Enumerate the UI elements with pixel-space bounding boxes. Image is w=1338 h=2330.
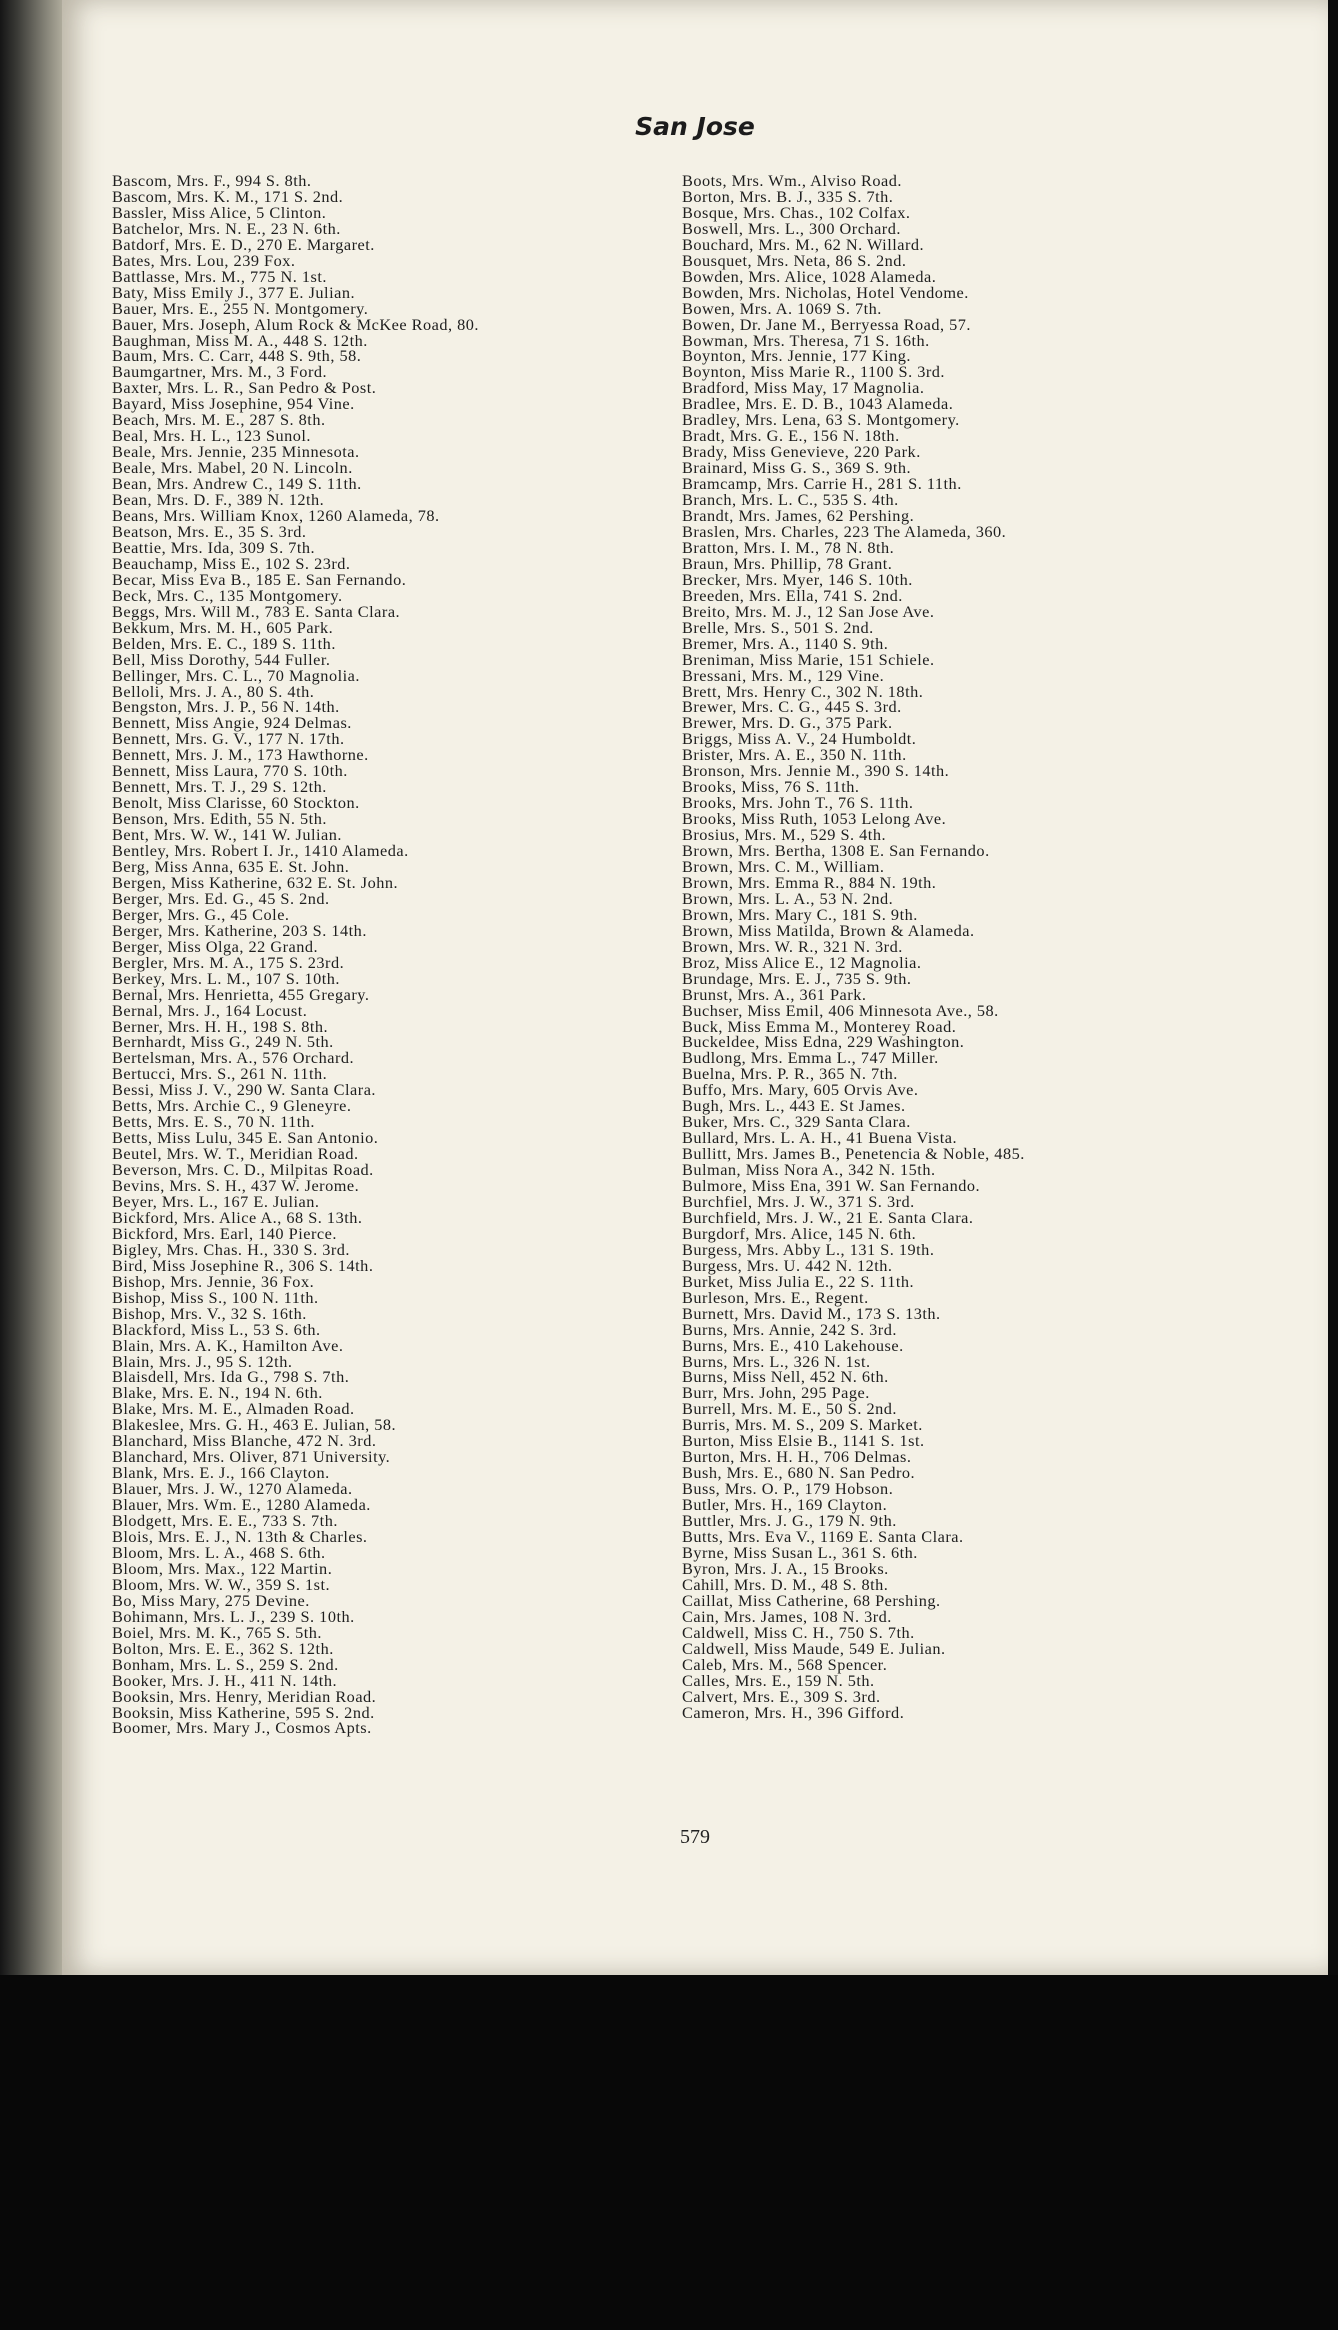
directory-entry: Berger, Miss Olga, 22 Grand. <box>112 936 319 956</box>
directory-entry: Brundage, Mrs. E. J., 735 S. 9th. <box>682 968 912 988</box>
directory-entry: Butler, Mrs. H., 169 Clayton. <box>682 1495 888 1515</box>
directory-entry: Brady, Miss Genevieve, 220 Park. <box>682 442 921 462</box>
directory-entry: Bradford, Miss May, 17 Magnolia. <box>682 378 925 398</box>
directory-entry: Bo, Miss Mary, 275 Devine. <box>112 1590 310 1610</box>
directory-entry: Boswell, Mrs. L., 300 Orchard. <box>682 218 901 238</box>
directory-entry: Bressani, Mrs. M., 129 Vine. <box>682 665 885 685</box>
directory-entry: Benson, Mrs. Edith, 55 N. 5th. <box>112 809 327 829</box>
directory-entry: Bickford, Mrs. Alice A., 68 S. 13th. <box>112 1207 363 1227</box>
directory-entry: Bulmore, Miss Ena, 391 W. San Fernando. <box>682 1176 981 1196</box>
directory-entry: Bolton, Mrs. E. E., 362 S. 12th. <box>112 1638 334 1658</box>
directory-entry: Buss, Mrs. O. P., 179 Hobson. <box>682 1479 894 1499</box>
directory-entry: Bascom, Mrs. F., 994 S. 8th. <box>112 171 312 190</box>
directory-entry: Brooks, Mrs. John T., 76 S. 11th. <box>682 793 914 813</box>
directory-entry: Baughman, Miss M. A., 448 S. 12th. <box>112 330 368 350</box>
directory-entry: Byrne, Miss Susan L., 361 S. 6th. <box>682 1542 918 1562</box>
directory-entry: Bennett, Mrs. T. J., 29 S. 12th. <box>112 777 327 797</box>
directory-entry: Beyer, Mrs. L., 167 E. Julian. <box>112 1192 320 1211</box>
directory-entry: Beale, Mrs. Jennie, 235 Minnesota. <box>112 442 360 462</box>
directory-entry: Burnett, Mrs. David M., 173 S. 13th. <box>682 1303 941 1323</box>
directory-entry: Bloom, Mrs. Max., 122 Martin. <box>112 1558 333 1578</box>
directory-entry: Blake, Mrs. M. E., Almaden Road. <box>112 1399 355 1419</box>
directory-entry: Baty, Miss Emily J., 377 E. Julian. <box>112 282 356 302</box>
directory-entry: Booksin, Mrs. Henry, Meridian Road. <box>112 1686 377 1706</box>
directory-entry: Burns, Miss Nell, 452 N. 6th. <box>682 1367 889 1387</box>
directory-entry: Blauer, Mrs. J. W., 1270 Alameda. <box>112 1479 353 1499</box>
directory-entry: Brunst, Mrs. A., 361 Park. <box>682 984 867 1004</box>
directory-entry: Calvert, Mrs. E., 309 S. 3rd. <box>682 1686 881 1706</box>
directory-entry: Bertucci, Mrs. S., 261 N. 11th. <box>112 1064 328 1084</box>
directory-entry: Buck, Miss Emma M., Monterey Road. <box>682 1016 957 1036</box>
directory-entry: Braslen, Mrs. Charles, 223 The Alameda, 360. <box>682 521 1007 541</box>
directory-entry: Brown, Miss Matilda, Brown & Alameda. <box>682 920 975 940</box>
directory-entry: Brett, Mrs. Henry C., 302 N. 18th. <box>682 681 924 701</box>
directory-entry: Bullard, Mrs. L. A. H., 41 Buena Vista. <box>682 1128 958 1148</box>
directory-entry: Bratton, Mrs. I. M., 78 N. 8th. <box>682 537 895 557</box>
directory-entry: Blois, Mrs. E. J., N. 13th & Charles. <box>112 1527 368 1547</box>
directory-entry: Betts, Mrs. E. S., 70 N. 11th. <box>112 1112 315 1132</box>
directory-entry: Berner, Mrs. H. H., 198 S. 8th. <box>112 1016 329 1036</box>
directory-entry: Bickford, Mrs. Earl, 140 Pierce. <box>112 1223 337 1243</box>
directory-entry: Bessi, Miss J. V., 290 W. Santa Clara. <box>112 1080 376 1100</box>
directory-entry: Brown, Mrs. C. M., William. <box>682 856 885 876</box>
directory-entry: Braun, Mrs. Phillip, 78 Grant. <box>682 553 893 573</box>
directory-entry: Bean, Mrs. Andrew C., 149 S. 11th. <box>112 474 362 494</box>
directory-entry: Bennett, Miss Laura, 770 S. 10th. <box>112 761 348 781</box>
directory-entry: Cahill, Mrs. D. M., 48 S. 8th. <box>682 1574 889 1594</box>
directory-entry: Batdorf, Mrs. E. D., 270 E. Margaret. <box>112 234 375 254</box>
directory-entry: Brainard, Miss G. S., 369 S. 9th. <box>682 458 912 478</box>
directory-entry: Bugh, Mrs. L., 443 E. St James. <box>682 1096 906 1116</box>
directory-entry: Battlasse, Mrs. M., 775 N. 1st. <box>112 266 327 286</box>
directory-entry: Blanchard, Mrs. Oliver, 871 University. <box>112 1447 391 1467</box>
page-number: 579 <box>680 1826 710 1848</box>
directory-entry: Beggs, Mrs. Will M., 783 E. Santa Clara. <box>112 601 401 621</box>
directory-entry: Brewer, Mrs. C. G., 445 S. 3rd. <box>682 697 902 717</box>
directory-entry: Betts, Miss Lulu, 345 E. San Antonio. <box>112 1128 379 1148</box>
directory-entry: Bell, Miss Dorothy, 544 Fuller. <box>112 649 331 669</box>
directory-entry: Burrell, Mrs. M. E., 50 S. 2nd. <box>682 1399 897 1419</box>
directory-entry: Cain, Mrs. James, 108 N. 3rd. <box>682 1606 892 1626</box>
directory-entry: Budlong, Mrs. Emma L., 747 Miller. <box>682 1048 939 1068</box>
directory-entry: Breito, Mrs. M. J., 12 San Jose Ave. <box>682 601 935 621</box>
directory-entry: Brown, Mrs. W. R., 321 N. 3rd. <box>682 936 903 956</box>
directory-entry: Breeden, Mrs. Ella, 741 S. 2nd. <box>682 585 903 605</box>
directory-entry: Bramcamp, Mrs. Carrie H., 281 S. 11th. <box>682 474 962 494</box>
directory-entry: Beverson, Mrs. C. D., Milpitas Road. <box>112 1160 374 1180</box>
directory-entry: Brown, Mrs. Mary C., 181 S. 9th. <box>682 904 918 924</box>
directory-entry: Brown, Mrs. L. A., 53 N. 2nd. <box>682 888 894 908</box>
directory-entry: Cameron, Mrs. H., 396 Gifford. <box>682 1702 905 1722</box>
directory-entry: Bowen, Dr. Jane M., Berryessa Road, 57. <box>682 314 971 334</box>
left-column <box>112 173 722 1736</box>
directory-entry: Bouchard, Mrs. M., 62 N. Willard. <box>682 234 925 254</box>
book-spine-edge <box>0 0 68 1975</box>
directory-entry: Bent, Mrs. W. W., 141 W. Julian. <box>112 825 342 845</box>
directory-entry: Baum, Mrs. C. Carr, 448 S. 9th, 58. <box>112 346 362 366</box>
directory-entry: Calles, Mrs. E., 159 N. 5th. <box>682 1670 875 1690</box>
directory-entry: Blakeslee, Mrs. G. H., 463 E. Julian, 58. <box>112 1415 397 1435</box>
directory-entry: Bowden, Mrs. Nicholas, Hotel Vendome. <box>682 282 969 302</box>
directory-entry: Booksin, Miss Katherine, 595 S. 2nd. <box>112 1702 375 1722</box>
directory-entry: Beauchamp, Miss E., 102 S. 23rd. <box>112 553 351 573</box>
directory-entry: Bean, Mrs. D. F., 389 N. 12th. <box>112 490 325 510</box>
directory-entry: Burris, Mrs. M. S., 209 S. Market. <box>682 1415 923 1435</box>
directory-entry: Bowden, Mrs. Alice, 1028 Alameda. <box>682 266 937 286</box>
directory-entry: Bigley, Mrs. Chas. H., 330 S. 3rd. <box>112 1239 351 1259</box>
directory-entry: Brandt, Mrs. James, 62 Pershing. <box>682 506 915 526</box>
directory-entry: Buttler, Mrs. J. G., 179 N. 9th. <box>682 1511 897 1531</box>
directory-entry: Burleson, Mrs. E., Regent. <box>682 1287 869 1307</box>
directory-entry: Buker, Mrs. C., 329 Santa Clara. <box>682 1112 911 1132</box>
directory-entry: Burns, Mrs. E., 410 Lakehouse. <box>682 1335 904 1355</box>
directory-entry: Bullitt, Mrs. James B., Penetencia & Noble, 485. <box>682 1144 1025 1164</box>
directory-entry: Borton, Mrs. B. J., 335 S. 7th. <box>682 186 894 206</box>
directory-entry: Beal, Mrs. H. L., 123 Sunol. <box>112 426 311 446</box>
directory-entry: Bates, Mrs. Lou, 239 Fox. <box>112 250 296 270</box>
directory-entry: Briggs, Miss A. V., 24 Humboldt. <box>682 729 917 749</box>
directory-entry: Brown, Mrs. Bertha, 1308 E. San Fernando. <box>682 841 990 861</box>
directory-entry: Bonham, Mrs. L. S., 259 S. 2nd. <box>112 1654 339 1674</box>
directory-entry: Byron, Mrs. J. A., 15 Brooks. <box>682 1558 889 1578</box>
directory-entry: Brown, Mrs. Emma R., 884 N. 19th. <box>682 872 937 892</box>
page-title: San Jose <box>635 112 755 141</box>
directory-entry: Belden, Mrs. E. C., 189 S. 11th. <box>112 633 336 653</box>
directory-entry: Bradley, Mrs. Lena, 63 S. Montgomery. <box>682 410 960 430</box>
directory-entry: Brelle, Mrs. S., 501 S. 2nd. <box>682 617 874 637</box>
directory-entry: Boiel, Mrs. M. K., 765 S. 5th. <box>112 1622 322 1642</box>
directory-entry: Blodgett, Mrs. E. E., 733 S. 7th. <box>112 1511 338 1531</box>
directory-entry: Bousquet, Mrs. Neta, 86 S. 2nd. <box>682 250 907 270</box>
directory-entry: Bernhardt, Miss G., 249 N. 5th. <box>112 1032 334 1052</box>
directory-entry: Berger, Mrs. Ed. G., 45 S. 2nd. <box>112 888 330 908</box>
directory-entry: Brooks, Miss Ruth, 1053 Lelong Ave. <box>682 809 947 829</box>
directory-entry: Beale, Mrs. Mabel, 20 N. Lincoln. <box>112 458 353 478</box>
directory-entry: Burgdorf, Mrs. Alice, 145 N. 6th. <box>682 1223 917 1243</box>
directory-entry: Blanchard, Miss Blanche, 472 N. 3rd. <box>112 1431 377 1451</box>
directory-entry: Brister, Mrs. A. E., 350 N. 11th. <box>682 745 907 765</box>
directory-entry: Bergler, Mrs. M. A., 175 S. 23rd. <box>112 952 345 972</box>
directory-entry: Brooks, Miss, 76 S. 11th. <box>682 777 860 797</box>
directory-entry: Burgess, Mrs. U. 442 N. 12th. <box>682 1255 893 1275</box>
scan-background <box>0 1975 1338 2330</box>
directory-entry: Berg, Miss Anna, 635 E. St. John. <box>112 856 350 876</box>
directory-entry: Blake, Mrs. E. N., 194 N. 6th. <box>112 1383 323 1403</box>
directory-entry: Baumgartner, Mrs. M., 3 Ford. <box>112 362 328 382</box>
directory-entry: Bellinger, Mrs. C. L., 70 Magnolia. <box>112 665 360 685</box>
directory-entry: Burton, Mrs. H. H., 706 Delmas. <box>682 1447 912 1467</box>
right-column <box>682 173 1312 1720</box>
directory-entry: Becar, Miss Eva B., 185 E. San Fernando. <box>112 569 407 589</box>
directory-entry: Butts, Mrs. Eva V., 1169 E. Santa Clara. <box>682 1527 964 1547</box>
directory-entry: Bennett, Miss Angie, 924 Delmas. <box>112 713 352 733</box>
directory-entry: Burton, Miss Elsie B., 1141 S. 1st. <box>682 1431 925 1451</box>
directory-entry: Bishop, Mrs. Jennie, 36 Fox. <box>112 1271 315 1291</box>
directory-entry: Boynton, Miss Marie R., 1100 S. 3rd. <box>682 362 945 382</box>
directory-entry: Bronson, Mrs. Jennie M., 390 S. 14th. <box>682 761 950 781</box>
directory-entry: Buchser, Miss Emil, 406 Minnesota Ave., 58. <box>682 1000 999 1020</box>
directory-entry: Bascom, Mrs. K. M., 171 S. 2nd. <box>112 186 344 206</box>
directory-entry: Bassler, Miss Alice, 5 Clinton. <box>112 202 327 222</box>
directory-entry: Blauer, Mrs. Wm. E., 1280 Alameda. <box>112 1495 371 1515</box>
directory-entry: Bosque, Mrs. Chas., 102 Colfax. <box>682 202 911 222</box>
directory-entry: Bauer, Mrs. E., 255 N. Montgomery. <box>112 298 369 318</box>
directory-entry: Bird, Miss Josephine R., 306 S. 14th. <box>112 1255 374 1275</box>
directory-entry: Bradlee, Mrs. E. D. B., 1043 Alameda. <box>682 394 954 414</box>
directory-entry: Bennett, Mrs. G. V., 177 N. 17th. <box>112 729 345 749</box>
directory-entry: Branch, Mrs. L. C., 535 S. 4th. <box>682 490 899 510</box>
directory-entry: Burr, Mrs. John, 295 Page. <box>682 1383 870 1403</box>
directory-entry: Bremer, Mrs. A., 1140 S. 9th. <box>682 633 889 653</box>
directory-entry: Bloom, Mrs. L. A., 468 S. 6th. <box>112 1542 326 1562</box>
directory-entry: Beutel, Mrs. W. T., Meridian Road. <box>112 1144 359 1164</box>
directory-entry: Baxter, Mrs. L. R., San Pedro & Post. <box>112 378 377 398</box>
directory-entry: Bloom, Mrs. W. W., 359 S. 1st. <box>112 1574 331 1594</box>
directory-entry: Bishop, Mrs. V., 32 S. 16th. <box>112 1303 307 1323</box>
directory-entry: Berger, Mrs. Katherine, 203 S. 14th. <box>112 920 367 940</box>
directory-entry: Bradt, Mrs. G. E., 156 N. 18th. <box>682 426 900 446</box>
directory-entry: Caleb, Mrs. M., 568 Spencer. <box>682 1654 888 1674</box>
directory-entry: Bevins, Mrs. S. H., 437 W. Jerome. <box>112 1176 360 1196</box>
directory-entry: Beattie, Mrs. Ida, 309 S. 7th. <box>112 537 316 557</box>
directory-entry: Caldwell, Miss C. H., 750 S. 7th. <box>682 1622 915 1642</box>
directory-entry: Bishop, Miss S., 100 N. 11th. <box>112 1287 319 1307</box>
directory-entry: Blackford, Miss L., 53 S. 6th. <box>112 1319 321 1339</box>
directory-entry: Betts, Mrs. Archie C., 9 Gleneyre. <box>112 1096 352 1116</box>
directory-entry: Beck, Mrs. C., 135 Montgomery. <box>112 585 343 605</box>
directory-entry: Bergen, Miss Katherine, 632 E. St. John. <box>112 872 399 892</box>
directory-entry: Burns, Mrs. Annie, 242 S. 3rd. <box>682 1319 897 1339</box>
directory-entry: Beans, Mrs. William Knox, 1260 Alameda, 78. <box>112 506 440 526</box>
directory-entry: Bentley, Mrs. Robert I. Jr., 1410 Alameda. <box>112 841 409 861</box>
directory-entry: Bertelsman, Mrs. A., 576 Orchard. <box>112 1048 355 1068</box>
directory-entry: Brosius, Mrs. M., 529 S. 4th. <box>682 825 887 845</box>
directory-entry: Blain, Mrs. J., 95 S. 12th. <box>112 1351 293 1371</box>
directory-entry: Batchelor, Mrs. N. E., 23 N. 6th. <box>112 218 341 238</box>
directory-entry: Bulman, Miss Nora A., 342 N. 15th. <box>682 1160 936 1180</box>
directory-entry: Benolt, Miss Clarisse, 60 Stockton. <box>112 793 360 813</box>
directory-entry: Caillat, Miss Catherine, 68 Pershing. <box>682 1590 941 1610</box>
directory-entry: Boomer, Mrs. Mary J., Cosmos Apts. <box>112 1718 372 1738</box>
directory-entry: Beach, Mrs. M. E., 287 S. 8th. <box>112 410 326 430</box>
directory-entry: Bekkum, Mrs. M. H., 605 Park. <box>112 617 334 637</box>
directory-entry: Brewer, Mrs. D. G., 375 Park. <box>682 713 893 733</box>
directory-entry: Burket, Miss Julia E., 22 S. 11th. <box>682 1271 915 1291</box>
directory-entry: Brecker, Mrs. Myer, 146 S. 10th. <box>682 569 913 589</box>
directory-entry: Bengston, Mrs. J. P., 56 N. 14th. <box>112 697 340 717</box>
directory-entry: Bauer, Mrs. Joseph, Alum Rock & McKee Road, 80. <box>112 314 479 334</box>
directory-entry: Boynton, Mrs. Jennie, 177 King. <box>682 346 911 366</box>
directory-entry: Buelna, Mrs. P. R., 365 N. 7th. <box>682 1064 898 1084</box>
directory-entry: Berger, Mrs. G., 45 Cole. <box>112 904 290 924</box>
directory-entry: Bennett, Mrs. J. M., 173 Hawthorne. <box>112 745 369 765</box>
directory-entry: Buffo, Mrs. Mary, 605 Orvis Ave. <box>682 1080 919 1100</box>
directory-entry: Burchfiel, Mrs. J. W., 371 S. 3rd. <box>682 1192 915 1211</box>
directory-entry: Burgess, Mrs. Abby L., 131 S. 19th. <box>682 1239 935 1259</box>
directory-entry: Caldwell, Miss Maude, 549 E. Julian. <box>682 1638 946 1658</box>
directory-entry: Buckeldee, Miss Edna, 229 Washington. <box>682 1032 965 1052</box>
directory-entry: Blank, Mrs. E. J., 166 Clayton. <box>112 1463 330 1483</box>
directory-entry: Bernal, Mrs. J., 164 Locust. <box>112 1000 308 1020</box>
directory-entry: Breniman, Miss Marie, 151 Schiele. <box>682 649 935 669</box>
directory-entry: Belloli, Mrs. J. A., 80 S. 4th. <box>112 681 315 701</box>
directory-entry: Bush, Mrs. E., 680 N. San Pedro. <box>682 1463 916 1483</box>
directory-entry: Booker, Mrs. J. H., 411 N. 14th. <box>112 1670 338 1690</box>
directory-entry: Beatson, Mrs. E., 35 S. 3rd. <box>112 521 307 541</box>
directory-entry: Blaisdell, Mrs. Ida G., 798 S. 7th. <box>112 1367 350 1387</box>
directory-entry: Broz, Miss Alice E., 12 Magnolia. <box>682 952 922 972</box>
directory-entry: Burns, Mrs. L., 326 N. 1st. <box>682 1351 871 1371</box>
directory-entry: Berkey, Mrs. L. M., 107 S. 10th. <box>112 968 340 988</box>
directory-entry: Bohimann, Mrs. L. J., 239 S. 10th. <box>112 1606 355 1626</box>
directory-entry: Burchfield, Mrs. J. W., 21 E. Santa Clara. <box>682 1207 974 1227</box>
directory-entry: Bowen, Mrs. A. 1069 S. 7th. <box>682 298 882 318</box>
directory-entry: Blain, Mrs. A. K., Hamilton Ave. <box>112 1335 344 1355</box>
directory-entry: Bowman, Mrs. Theresa, 71 S. 16th. <box>682 330 930 350</box>
directory-entry: Boots, Mrs. Wm., Alviso Road. <box>682 171 902 190</box>
directory-page <box>62 0 1328 1975</box>
directory-entry: Bernal, Mrs. Henrietta, 455 Gregary. <box>112 984 370 1004</box>
directory-entry: Bayard, Miss Josephine, 954 Vine. <box>112 394 355 414</box>
